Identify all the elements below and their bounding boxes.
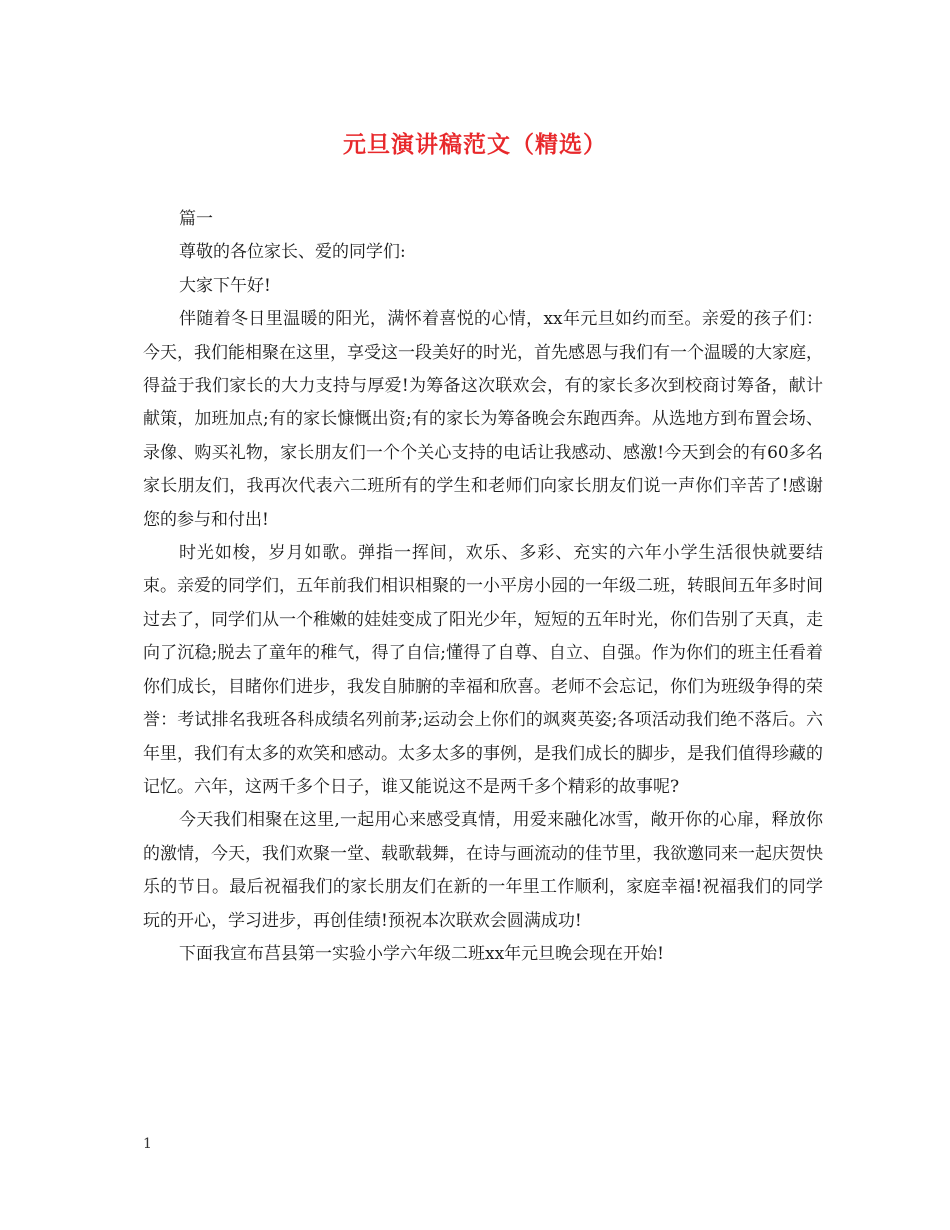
paragraph-greeting: 大家下午好! <box>179 275 271 296</box>
paragraph-body-2: 时光如梭，岁月如歌。弹指一挥间，欢乐、多彩、充实的六年小学生活很快就要结束。亲爱的同学们，五年前我们相识相聚的一小平房小园的一年级二班，转眼间五年多时间过去了，同学们从一个稚嫩的娃娃变成了阳光少年，短短的五年时光，你们告别了天真，走向了沉稳;脱去了童年的稚气，得了自信;懂得了自尊、自立、自强。作为你们的班主任看着你们成长，目睹你们进步，我发自肺腑的幸福和欣喜。老师不会忘记，你们为班级争得的荣誉：考试排名我班各科成绩名列前茅;运动会上你们的飒爽英姿;各项活动我们绝不落后。六年里，我们有太多的欢笑和感动。太多太多的事例，是我们成长的脚步，是我们值得珍藏的记忆。六年，这两千多个日子，谁又能说这不是两千多个精彩的故事呢? <box>143 543 823 797</box>
paragraph-body-3: 今天我们相聚在这里,一起用心来感受真情，用爱来融化冰雪，敞开你的心扉，释放你的激情，今天，我们欢聚一堂、载歌载舞，在诗与画流动的佳节里，我欲邀同来一起庆贺快乐的节日。最后祝福我们的家长朋友们在新的一年里工作顺利，家庭幸福!祝福我们的同学玩的开心，学习进步，再创佳绩!预祝本次联欢会圆满成功! <box>143 810 823 931</box>
document-title: 元旦演讲稿范文（精选） <box>343 131 607 158</box>
document-body <box>143 203 823 971</box>
paragraph-salutation: 尊敬的各位家长、爱的同学们: <box>179 242 406 263</box>
paragraph-body-1: 伴随着冬日里温暖的阳光，满怀着喜悦的心情，xx年元旦如约而至。亲爱的孩子们：今天，我们能相聚在这里，享受这一段美好的时光，首先感恩与我们有一个温暖的大家庭，得益于我们家长的大力支持与厚爱!为筹备这次联欢会，有的家长多次到校商讨筹备，献计献策，加班加点;有的家长慷慨出资;有的家长为筹备晚会东跑西奔。从选地方到布置会场、录像、购买礼物，家长朋友们一个个关心支持的电话让我感动、感激!今天到会的有60多名家长朋友们，我再次代表六二班所有的学生和老师们向家长朋友们说一声你们辛苦了!感谢您的参与和付出! <box>143 309 823 530</box>
paragraph-closing: 下面我宣布莒县第一实验小学六年级二班xx年元旦晚会现在开始! <box>179 943 665 964</box>
paragraph-section-label: 篇一 <box>179 209 213 229</box>
page-number: 1 <box>143 1136 152 1152</box>
